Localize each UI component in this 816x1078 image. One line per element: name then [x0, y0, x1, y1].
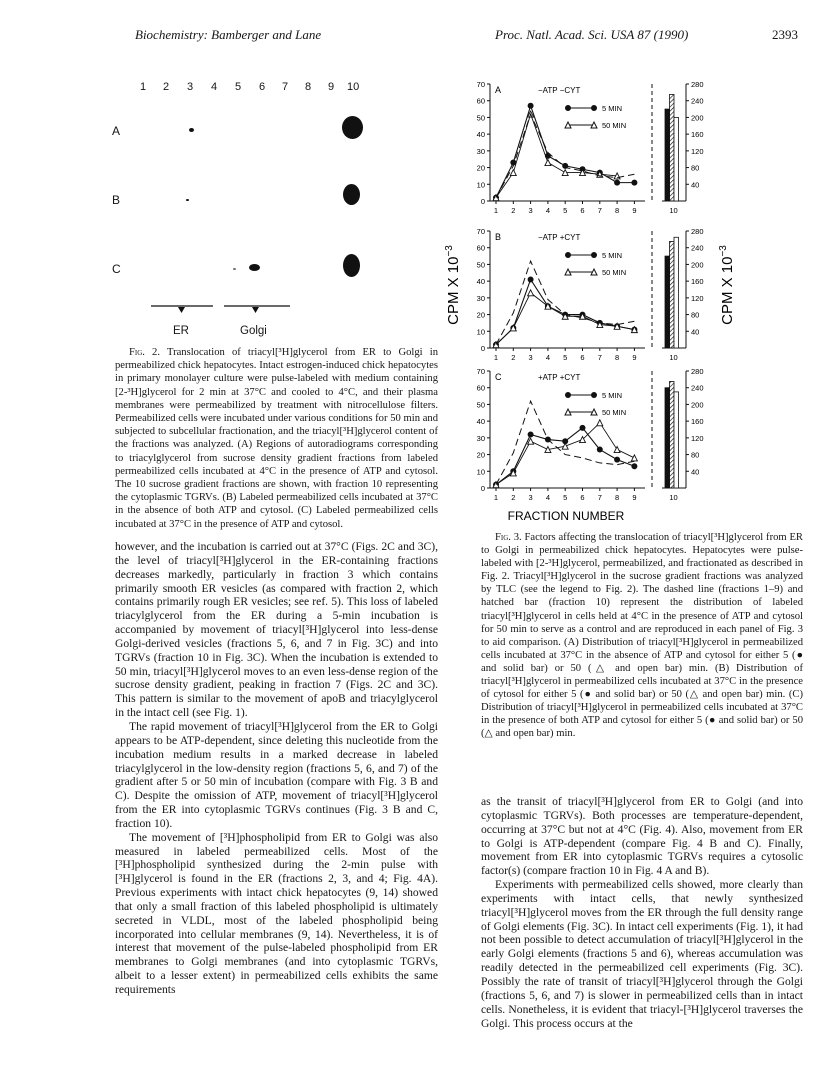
legend-marker-5: [565, 105, 571, 111]
right-y-tick-label: 240: [691, 243, 704, 253]
panel-a: [477, 80, 704, 215]
x-tick-label: 5: [563, 206, 568, 215]
right-y-tick-label: 40: [691, 467, 700, 477]
data-point-5min: [614, 180, 620, 186]
y-tick-label: 0: [480, 197, 485, 206]
right-y-tick-label: 40: [691, 327, 700, 337]
bar-50min: [674, 237, 679, 348]
series-line-50min: [496, 114, 617, 198]
lane-number: 1: [140, 81, 147, 93]
fig3-caption: [481, 531, 803, 741]
data-point-5min: [580, 425, 586, 431]
x-tick-label: 5: [563, 353, 568, 362]
legend-label-50: 50 MIN: [602, 268, 627, 277]
er-label: ER: [173, 325, 189, 337]
paragraph: as the transit of triacyl[³H]glycerol from ER to Golgi (and into cytoplasmic TGRVs). Both processes are temperature-dependent, occurring at 37°C but not at 4°C (Fig. 4). Also, movement from ER to Golgi is ATP-dependent (compare Fig. 4 B and C). Finally, movement from ER into cytoplasmic TGRVs requires a cytosolic factor(s) (compare fraction 10 in Fig. 4 A and B).: [481, 795, 803, 878]
left-axis-label: [444, 245, 462, 325]
x-tick-label: 9: [632, 493, 637, 502]
lane-number: 10: [347, 81, 360, 93]
x-tick-label: 7: [597, 353, 602, 362]
body-column-right: [481, 795, 803, 1030]
y-tick-label: 20: [476, 163, 485, 173]
paragraph: however, and the incubation is carried out at 37°C (Figs. 2C and 3C), the level of triacyl[³H]glycerol in the ER-containing fractions decreases markedly, particularly in fraction 3 which contains primarily smooth ER vesicles (as compared with fraction 2, which contains primarily rough ER vesicles; see ref. 5). This loss of labeled triacylglycerol from the ER during a 5-min incubation is accompanied by movement of triacyl[³H]glycerol into less-dense Golgi-derived vesicles (fractions 5, 6, and 7 in Fig. 3C) and into TGRVs (fraction 10 in Fig. 3C). When the incubation is extended to 50 min, triacyl[³H]glycerol moves to an even less-dense region of the sucrose density gradient, peaking in fraction 7 (Figs. 2C and 3C). This pattern is similar to the movement of apoB and triacylglycerol in the intact cell (see Fig. 1).: [115, 540, 438, 720]
x-tick-label: 1: [493, 353, 499, 362]
y-tick-label: 60: [476, 383, 485, 393]
data-point-50min: [528, 290, 534, 296]
y-tick-label: 20: [476, 450, 485, 460]
right-y-tick-label: 200: [691, 113, 704, 123]
data-point-50min: [614, 447, 620, 453]
lane-number: 3: [187, 81, 194, 93]
panel-b: [477, 227, 704, 362]
panel-c: [477, 367, 704, 502]
y-tick-label: 20: [476, 310, 485, 320]
x-tick-label: 10: [669, 206, 678, 215]
fig3-caption-label: Fig. 3.: [495, 532, 522, 543]
x-axis-label: FRACTION NUMBER: [507, 509, 625, 523]
data-point-50min: [597, 420, 603, 426]
data-point-5min: [528, 432, 534, 438]
fig2-caption-label: Fig. 2.: [129, 347, 161, 358]
legend-marker-5: [591, 105, 597, 111]
y-tick-label: 30: [476, 146, 485, 156]
panel-title: +ATP +CYT: [538, 373, 581, 382]
x-tick-label: 6: [580, 493, 585, 502]
lane-number: 8: [305, 81, 312, 93]
y-tick-label: 60: [476, 243, 485, 253]
x-tick-label: 3: [528, 206, 533, 215]
legend-marker-5: [565, 252, 571, 258]
y-tick-label: 70: [476, 80, 485, 89]
y-tick-label: 0: [480, 484, 485, 493]
y-tick-label: 30: [476, 293, 485, 303]
x-tick-label: 10: [669, 493, 678, 502]
y-tick-label: 40: [476, 130, 485, 140]
fig3-chart: [0, 0, 816, 535]
bar-control: [670, 381, 675, 488]
right-y-tick-label: 240: [691, 383, 704, 393]
left-axis-label-exp: −3: [444, 245, 455, 257]
data-point-5min: [597, 447, 603, 453]
x-tick-label: 6: [580, 353, 585, 362]
legend-label-5: 5 MIN: [602, 104, 623, 113]
y-tick-label: 40: [476, 277, 485, 287]
bar-5min: [665, 388, 670, 488]
bar-5min: [665, 109, 670, 201]
data-point-50min: [631, 455, 637, 461]
x-tick-label: 4: [545, 353, 550, 362]
fig3-caption-text: Factors affecting the translocation of triacyl[³H]glycerol from ER to Golgi in permeabilized chick hepatocytes. Hepatocytes were pulse-labeled with [2-³H]glycerol, permeabilized, and fractionated as described in Fig. 2. Triacyl[³H]glycerol in the sucrose gradient fractions was analyzed by TLC (see the legend to Fig. 2). The dashed line (fractions 1–9) and hatched bar (fraction 10) represent the distribution of labeled triacyl[³H]glycerol in cells held at 4°C in the presence of ATP and cytosol for 50 min to serve as a control and are reproduced in each panel of Fig. 3 to aid comparison. (A) Distribution of triacyl[³H]glycerol in permeabilized cells incubated at 37°C in the absence of ATP and cytosol for either 5 (● and solid bar) or 50 (△ and open bar) min. (B) Distribution of triacyl[³H]glycerol in permeabilized cells incubated at 37°C in the presence of cytosol for either 5 (● and solid bar) or 50 (△ and open bar) min. (C) Distribution of triacyl[³H]glycerol in permeabilized cells incubated at 37°C in the presence of both ATP and cytosol for either 5 (● and solid bar) or 50 (△ and open bar) min.: [481, 532, 803, 740]
x-tick-label: 9: [632, 206, 637, 215]
paragraph: The rapid movement of triacyl[³H]glycerol from the ER to Golgi appears to be ATP-dependent, since deleting this nucleotide from the incubation medium results in a marked decrease in labeled triacylglycerol in the low-density region (fractions 5, 6, and 7) of the gradient after 5 or 50 min of incubation (compare with Fig. 3 B and C). Despite the omission of ATP, movement of triacyl[³H]glycerol from the ER into cytoplasmic TGRVs continues (Fig. 3 B and C, fraction 10).: [115, 719, 438, 830]
data-point-5min: [631, 180, 637, 186]
y-tick-label: 50: [476, 400, 485, 410]
x-tick-label: 10: [669, 353, 678, 362]
right-axis-label: [718, 245, 736, 325]
y-tick-label: 70: [476, 367, 485, 376]
right-y-tick-label: 200: [691, 400, 704, 410]
legend-marker-5: [591, 392, 597, 398]
bar-50min: [674, 392, 679, 488]
x-tick-label: 4: [545, 206, 550, 215]
x-tick-label: 8: [615, 493, 620, 502]
x-tick-label: 7: [597, 206, 602, 215]
right-y-tick-label: 200: [691, 260, 704, 270]
data-point-5min: [528, 276, 534, 282]
y-tick-label: 60: [476, 96, 485, 106]
bar-5min: [665, 256, 670, 348]
y-tick-label: 10: [476, 327, 485, 337]
right-y-tick-label: 80: [691, 163, 700, 173]
x-tick-label: 1: [493, 493, 499, 502]
y-tick-label: 10: [476, 180, 485, 190]
y-tick-label: 40: [476, 417, 485, 427]
legend-marker-5: [591, 252, 597, 258]
row-label-a: A: [112, 124, 121, 138]
panel-letter: C: [495, 372, 502, 382]
right-y-tick-label: 120: [691, 433, 704, 443]
legend-marker-5: [565, 392, 571, 398]
right-y-tick-label: 120: [691, 146, 704, 156]
x-tick-label: 6: [580, 206, 585, 215]
paragraph: Experiments with permeabilized cells showed, more clearly than experiments with intact cells, that newly synthesized triacyl[³H]glycerol moves from the ER through the full density range of Golgi elements (Fig. 3C). In intact cell experiments (Fig. 1), it had not been possible to detect accumulation of triacyl[³H]glycerol in the early Golgi elements (fractions 5 and 6), whereas accumulation was readily detected in the permeabilized cell experiments (Fig. 3C). Possibly the rate of transit of triacyl[³H]glycerol through the Golgi (fractions 5, 6, and 7) is slower in permeabilized cells than in intact cells. Nonetheless, it is evident that triacyl-[³H]glycerol traverses the Golgi. This process occurs at the: [481, 878, 803, 1030]
y-tick-label: 10: [476, 467, 485, 477]
y-tick-label: 0: [480, 344, 485, 353]
x-tick-label: 8: [615, 206, 620, 215]
legend-label-50: 50 MIN: [602, 121, 627, 130]
right-y-tick-label: 80: [691, 450, 700, 460]
x-tick-label: 2: [511, 353, 516, 362]
bar-control: [670, 241, 675, 348]
bar-50min: [674, 117, 679, 201]
page-number: 2393: [772, 27, 798, 42]
x-tick-label: 9: [632, 353, 637, 362]
row-label-c: C: [112, 262, 121, 276]
legend-label-50: 50 MIN: [602, 408, 627, 417]
x-tick-label: 2: [511, 493, 516, 502]
data-point-5min: [631, 463, 637, 469]
lane-number: 7: [282, 81, 289, 93]
right-y-tick-label: 280: [691, 80, 704, 89]
panel-title: −ATP +CYT: [538, 233, 581, 242]
y-tick-label: 50: [476, 113, 485, 123]
fig2-caption-text: Translocation of triacyl[³H]glycerol from ER to Golgi in permeabilized chick hepatocytes. Intact estrogen-induced chick hepatocytes in primary monolayer culture were pulse-labeled with medium containing [2-³H]glycerol for 2 min at 37°C and cooled to 4°C, and their plasma membranes were permeabilized by treatment with nitrocellulose filters. Permeabilized cells were incubated under various conditions for 50 min and subjected to subcellular fractionation, and the triacyl[³H]glycerol content of the fractions was analyzed. (A) Regions of autoradiograms corresponding to triacylglycerol from sucrose density gradient fractions from labeled permeabilized cells incubated at 4°C in the presence of ATP and cytosol. The 10 sucrose gradient fractions are shown, with fraction 10 representing the cytoplasmic TGRVs. (B) Labeled permeabilized cells incubated at 37°C in the absence of both ATP and cytosol. (C) Labeled permeabilized cells incubated at 37°C in the presence of ATP and cytosol.: [115, 347, 438, 530]
x-tick-label: 7: [597, 493, 602, 502]
x-tick-label: 2: [511, 206, 516, 215]
x-tick-label: 4: [545, 493, 550, 502]
data-point-5min: [614, 457, 620, 463]
right-y-tick-label: 80: [691, 310, 700, 320]
right-y-tick-label: 280: [691, 227, 704, 236]
right-y-tick-label: 240: [691, 96, 704, 106]
lane-number: 2: [163, 81, 170, 93]
legend-label-5: 5 MIN: [602, 391, 623, 400]
series-line-50min: [496, 423, 634, 485]
x-tick-label: 5: [563, 493, 568, 502]
golgi-label: Golgi: [240, 325, 267, 337]
right-y-tick-label: 120: [691, 293, 704, 303]
lane-number: 6: [259, 81, 266, 93]
data-point-50min: [510, 170, 516, 176]
y-tick-label: 50: [476, 260, 485, 270]
right-y-tick-label: 40: [691, 180, 700, 190]
right-axis-label-exp: −3: [718, 245, 729, 257]
right-y-tick-label: 280: [691, 367, 704, 376]
row-label-b: B: [112, 193, 121, 207]
right-y-tick-label: 160: [691, 277, 704, 287]
lane-number: 5: [235, 81, 242, 93]
running-header-left: Biochemistry: Bamberger and Lane: [135, 27, 322, 42]
panel-letter: B: [495, 232, 502, 242]
data-point-5min: [528, 103, 534, 109]
lane-number: 9: [328, 81, 335, 93]
panel-letter: A: [495, 85, 502, 95]
bar-control: [670, 94, 675, 201]
right-axis-label-text: CPM X 10: [719, 256, 736, 325]
legend-label-5: 5 MIN: [602, 251, 623, 260]
y-tick-label: 30: [476, 433, 485, 443]
paragraph: The movement of [³H]phospholipid from ER to Golgi was also measured in labeled permeabilized cells. Most of the [³H]phospholipid synthesized during the 2-min pulse with [³H]glycerol is found in the ER (fractions 2, 3, and 4; Fig. 4A). Previous experiments with intact chick hepatocytes (9, 14) showed that only a small fraction of this labeled phospholipid is ultimately secreted in VLDL, most of the labeled phospholipid being incorporated into cellular membranes (9, 14). Nevertheless, it is of interest that movement of the pulse-labeled phospholipid from ER membranes to Golgi membranes (and into cytoplasmic TGRVs, albeit to a lesser extent) in permeabilized cells exhibits the same requirements: [115, 830, 438, 996]
right-y-tick-label: 160: [691, 130, 704, 140]
running-header-right: Proc. Natl. Acad. Sci. USA 87 (1990): [495, 27, 689, 42]
data-point-50min: [545, 160, 551, 166]
x-tick-label: 3: [528, 353, 533, 362]
x-tick-label: 1: [493, 206, 499, 215]
lane-number: 4: [211, 81, 218, 93]
right-y-tick-label: 160: [691, 417, 704, 427]
y-tick-label: 70: [476, 227, 485, 236]
series-line-5min: [496, 106, 634, 198]
x-tick-label: 3: [528, 493, 533, 502]
x-tick-label: 8: [615, 353, 620, 362]
left-axis-label-text: CPM X 10: [445, 256, 462, 325]
body-column-left: [115, 540, 438, 997]
panel-title: −ATP −CYT: [538, 86, 581, 95]
